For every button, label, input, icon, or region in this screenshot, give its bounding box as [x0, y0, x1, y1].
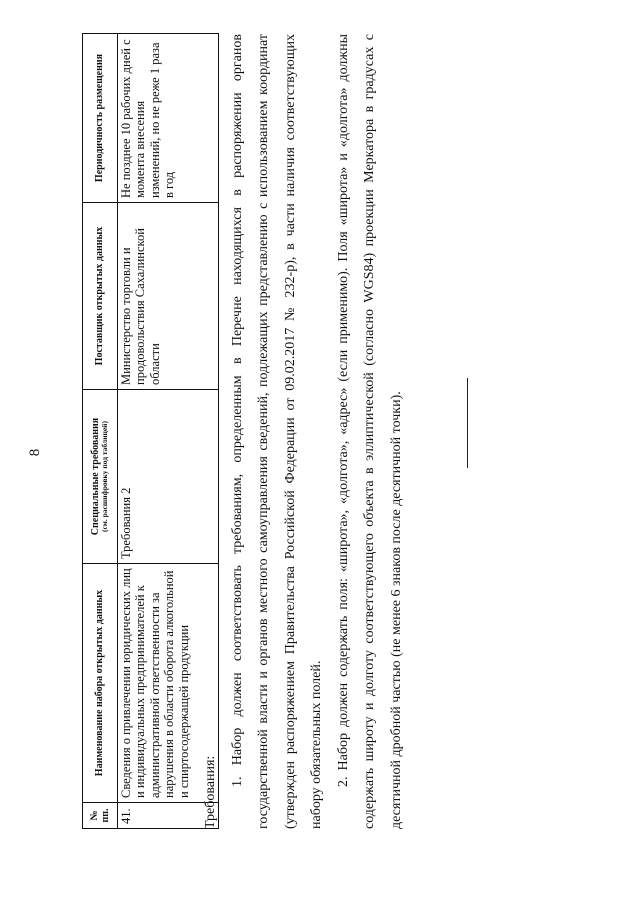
requirement-1: 1. Набор должен соответствовать требованиям, определенным в Перечне находящихся в распоряжении органов государственной власти и органов местного самоуправления сведений, подлежащих представлению с использованием координат (утвержден распоряжением Правительства Российской Федерации от 09.02.2017 № 232-р), в части наличия соответствующих набору обязательных полей. — [229, 34, 324, 829]
header-requirements — [83, 390, 118, 564]
header-dataset-name: Наименование набора открытых данных — [83, 564, 118, 803]
header-requirements-label: Специальные требования — [89, 417, 101, 536]
requirement-2: 2. Набор должен содержать поля: «широта», «долгота», «адрес» (если применимо). Поля «широта» и «долгота» должны содержать широту и долготу соответствующего объекта в эллиптической (согласно WGS84) проекции Меркатора в градусах с десятичной дробной частью (не менее 6 знаков после десятичной точки). — [335, 34, 404, 829]
end-divider — [467, 378, 468, 468]
requirements-text — [198, 34, 410, 829]
cell-requirements: Требования 2 — [118, 390, 219, 564]
cell-number: 41. — [118, 803, 219, 829]
table-header-row — [83, 34, 118, 829]
header-requirements-note: (см. расшифровку под таблицей) — [100, 421, 110, 533]
cell-dataset-name: Сведения о привлечении юридических лиц и индивидуальных предпринимателей к административной ответственности за нарушения в области оборота алкогольной и спиртосодержащей продукции — [118, 564, 219, 803]
cell-provider: Министерство торговли и продовольствия Сахалинской области — [118, 203, 219, 390]
page-number: 8 — [27, 448, 43, 457]
header-period: Периодичность размещения — [83, 34, 118, 203]
requirements-heading: Требования: — [203, 755, 218, 829]
header-provider: Поставщик открытых данных — [83, 203, 118, 390]
cell-period: Не позднее 10 рабочих дней с момента внесения изменений, но не реже 1 раза в год — [118, 34, 219, 203]
header-number: № пп. — [83, 803, 118, 829]
